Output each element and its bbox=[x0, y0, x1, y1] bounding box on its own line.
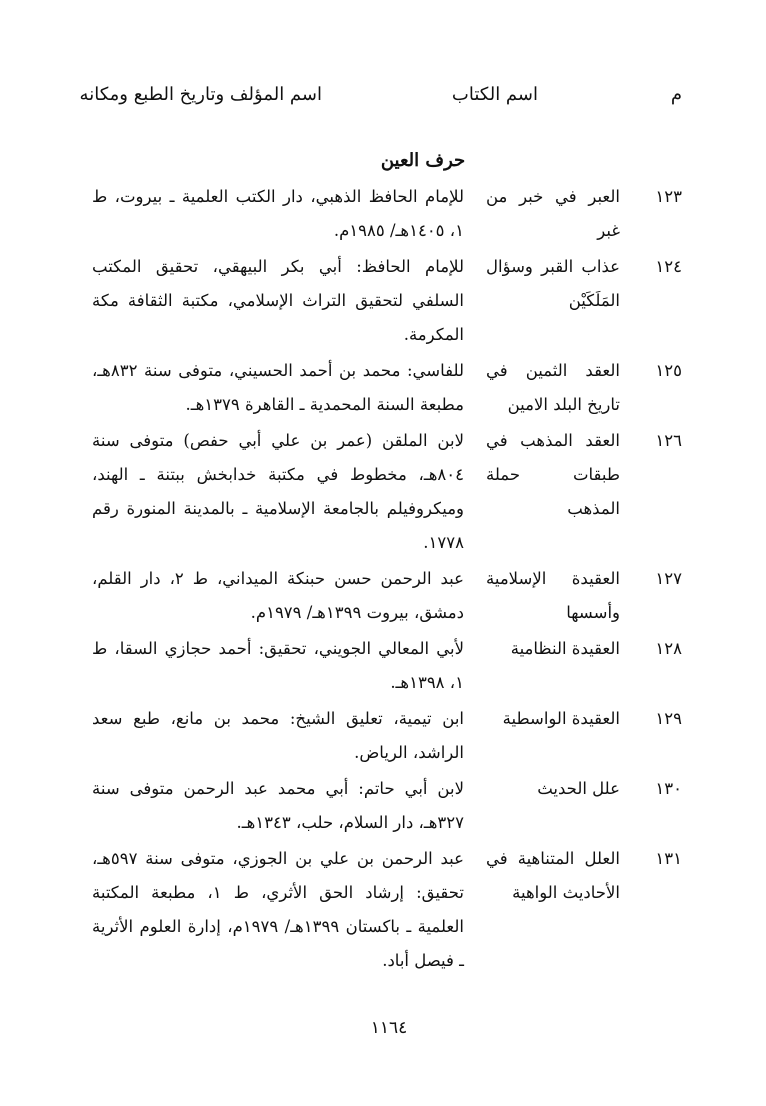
entry-number: ١٢٧ bbox=[655, 569, 682, 588]
entry-author-details: عبد الرحمن حسن حبنكة الميداني، ط ٢، دار القلم، دمشق، بيروت ١٣٩٩هـ/ ١٩٧٩م. bbox=[92, 569, 464, 622]
entry-book-title: العقد الثمين في تاريخ البلد الامين bbox=[486, 361, 620, 414]
entry-book-title: علل الحديث bbox=[537, 779, 620, 798]
page-number-text: ١١٦٤ bbox=[370, 1018, 408, 1038]
bibliography-entry bbox=[92, 772, 690, 840]
entry-author-details: للإمام الحافظ: أبي بكر البيهقي، تحقيق المكتب السلفي لتحقيق التراث الإسلامي، مكتبة الثقافة مكة المكرمة. bbox=[92, 257, 464, 344]
bibliography-entry bbox=[92, 180, 690, 248]
header-author-publication: اسم المؤلف وتاريخ الطبع ومكانه bbox=[79, 84, 322, 105]
entry-book-title: العقيدة الواسطية bbox=[502, 709, 620, 728]
bibliography-entry bbox=[92, 424, 690, 560]
entry-number: ١٢٤ bbox=[655, 257, 682, 276]
entry-number: ١٢٨ bbox=[655, 639, 682, 658]
entry-author-details: عبد الرحمن بن علي بن الجوزي، متوفى سنة ٥٩٧هـ، تحقيق: إرشاد الحق الأثري، ط ١، مطبعة المكتبة العلمية ـ باكستان ١٣٩٩هـ/ ١٩٧٩م، إدارة العلوم الأثرية ـ فيصل أباد. bbox=[92, 849, 464, 970]
entry-number: ١٢٦ bbox=[655, 431, 682, 450]
entry-number: ١٣٠ bbox=[655, 779, 682, 798]
section-heading bbox=[0, 150, 766, 171]
table-header bbox=[79, 84, 682, 118]
entry-author-details: لابن أبي حاتم: أبي محمد عبد الرحمن متوفى سنة ٣٢٧هـ، دار السلام، حلب، ١٣٤٣هـ. bbox=[92, 779, 464, 832]
entry-number: ١٣١ bbox=[655, 849, 682, 868]
entry-author-details: لأبي المعالي الجويني، تحقيق: أحمد حجازي السقا، ط ١، ١٣٩٨هـ. bbox=[92, 639, 464, 692]
entry-number: ١٢٣ bbox=[655, 187, 682, 206]
header-book-title: اسم الكتاب bbox=[451, 84, 538, 105]
page-number bbox=[0, 1018, 766, 1038]
bibliography-list bbox=[92, 180, 690, 978]
entry-number: ١٢٥ bbox=[655, 361, 682, 380]
entry-author-details: للإمام الحافظ الذهبي، دار الكتب العلمية ـ بيروت، ط ١، ١٤٠٥هـ/ ١٩٨٥م. bbox=[92, 187, 464, 240]
entry-author-details: لابن الملقن (عمر بن علي أبي حفص) متوفى سنة ٨٠٤هـ، مخطوط في مكتبة خدابخش ببتنة ـ الهند، وميكروفيلم بالجامعة الإسلامية ـ بالمدينة المنورة رقم ١٧٧٨. bbox=[92, 431, 464, 552]
bibliography-entry bbox=[92, 354, 690, 422]
entry-book-title: العلل المتناهية في الأحاديث الواهية bbox=[486, 849, 620, 902]
entry-author-details: ابن تيمية، تعليق الشيخ: محمد بن مانع، طبع سعد الراشد، الرياض. bbox=[92, 709, 464, 762]
entry-book-title: عذاب القبر وسؤال المَلَكَيْن bbox=[486, 257, 620, 310]
bibliography-entry bbox=[92, 842, 690, 978]
bibliography-entry bbox=[92, 632, 690, 700]
bibliography-entry bbox=[92, 562, 690, 630]
header-number: م bbox=[670, 84, 682, 105]
entry-book-title: العقيدة النظامية bbox=[510, 639, 620, 658]
entry-author-details: للفاسي: محمد بن أحمد الحسيني، متوفى سنة ٨٣٢هـ، مطبعة السنة المحمدية ـ القاهرة ١٣٧٩هـ. bbox=[92, 361, 464, 414]
bibliography-entry bbox=[92, 250, 690, 352]
section-heading-text: حرف العين bbox=[380, 150, 466, 171]
entry-book-title: العبر في خبر من غبر bbox=[486, 187, 620, 240]
entry-book-title: العقد المذهب في طبقات حملة المذهب bbox=[486, 431, 620, 518]
entry-number: ١٢٩ bbox=[655, 709, 682, 728]
bibliography-entry bbox=[92, 702, 690, 770]
entry-book-title: العقيدة الإسلامية وأسسها bbox=[486, 569, 620, 622]
